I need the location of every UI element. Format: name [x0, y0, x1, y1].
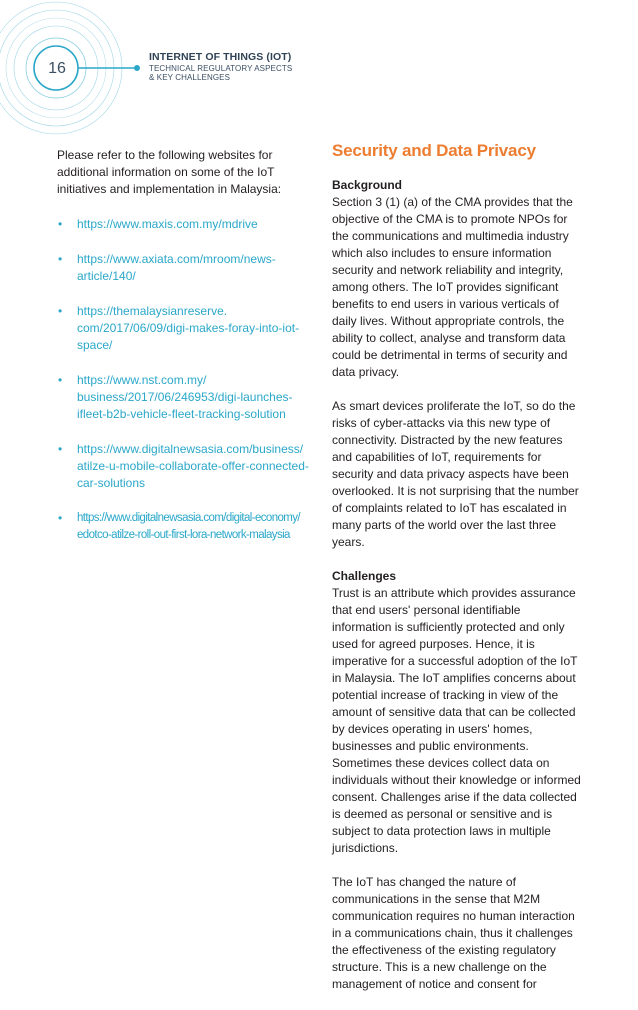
bullet-icon: • — [58, 252, 63, 266]
link-digitalnewsasia-economy-line2[interactable]: edotco-atilze-roll-out-first-lora-network-malaysia — [77, 529, 290, 541]
link-digitalnewsasia-business-line1[interactable]: https://www.digitalnewsasia.com/business/ — [77, 442, 304, 456]
link-digitalnewsasia-business-line3[interactable]: car-solutions — [77, 476, 146, 490]
background-heading: Background — [332, 178, 403, 192]
challenges-paragraph-2: The IoT has changed the nature of communications in the sense that M2M communication requires no human interaction in a communications chain, thus it challenges the effectiveness of the existing regulatory structure. This is a new challenge on the management of notice and consent for — [332, 875, 575, 991]
link-malaysian-reserve-line3[interactable]: space/ — [77, 338, 113, 352]
header-title: INTERNET OF THINGS (IOT) — [149, 51, 292, 63]
header-subtitle-line1: TECHNICAL REGULATORY ASPECTS — [149, 63, 293, 73]
challenges-paragraph-1: Trust is an attribute which provides assurance that end users' personal identifiable information is sufficiently protected and only used for agreed purposes. Hence, it is imperative for a successful adoption of the IoT in Malaysia. The IoT amplifies concerns about potential increase of tracking in view of the amount of sensitive data that can be collected by devices operating in users' homes, businesses and public environments. Sometimes these devices collect data on individuals without their knowledge or informed consent. Challenges arise if the data collected is deemed as personal or sensitive and is subject to data protection laws in multiple jurisdictions. — [332, 586, 581, 855]
link-digitalnewsasia-business-line2[interactable]: atilze-u-mobile-collaborate-offer-connected- — [77, 459, 309, 473]
link-digitalnewsasia-economy-line1[interactable]: https://www.digitalnewsasia.com/digital-economy/ — [77, 512, 301, 524]
link-nst-line1[interactable]: https://www.nst.com.my/ — [77, 373, 207, 387]
background-paragraph-1: Section 3 (1) (a) of the CMA provides that the objective of the CMA is to promote NPOs for the communications and multimedia industry which also includes to ensure information security and network reliability and integrity, among others. The IoT provides significant benefits to end users in various verticals of daily lives. Without appropriate controls, the ability to collect, analyse and transform data could be detrimental in terms of security and data privacy. — [332, 195, 573, 379]
section-title: Security and Data Privacy — [332, 141, 536, 160]
header-circles-graphic — [0, 0, 150, 140]
link-nst-line3[interactable]: ifleet-b2b-vehicle-fleet-tracking-solution — [77, 407, 286, 421]
list-item — [57, 251, 313, 285]
link-nst-line2[interactable]: business/2017/06/246953/digi-launches- — [77, 390, 293, 404]
list-item — [57, 510, 313, 544]
link-malaysian-reserve-line2[interactable]: com/2017/06/09/digi-makes-foray-into-iot- — [77, 321, 300, 335]
link-axiata-news-line1[interactable]: https://www.axiata.com/mroom/news- — [77, 252, 276, 266]
challenges-heading: Challenges — [332, 569, 397, 583]
bullet-icon: • — [58, 511, 63, 525]
list-item — [57, 303, 313, 354]
intro-paragraph: Please refer to the following websites for additional information on some of the IoT initiatives and implementation in Malaysia: — [57, 148, 282, 196]
bullet-icon: • — [58, 373, 63, 387]
header-subtitle-line2: & KEY CHALLENGES — [149, 72, 231, 82]
right-column — [332, 140, 582, 1010]
left-column — [57, 147, 313, 562]
list-item — [57, 372, 313, 423]
page-number: 16 — [48, 60, 66, 77]
link-axiata-news-line2[interactable]: article/140/ — [77, 269, 136, 283]
list-item — [57, 441, 313, 492]
background-paragraph-2: As smart devices proliferate the IoT, so do the risks of cyber-attacks via this new type of connectivity. Distracted by the new features and capabilities of IoT, requirements for security and data privacy aspects have been overlooked. It is not surprising that the number of complaints related to IoT has escalated in many parts of the world over the last three years. — [332, 399, 579, 549]
running-header — [149, 52, 292, 82]
bullet-icon: • — [58, 442, 63, 456]
bullet-icon: • — [58, 304, 63, 318]
link-malaysian-reserve-line1[interactable]: https://themalaysianreserve. — [77, 304, 228, 318]
list-item — [57, 216, 313, 233]
website-link-list — [57, 216, 313, 544]
bullet-icon: • — [58, 217, 63, 231]
link-maxis-mdrive[interactable]: https://www.maxis.com.my/mdrive — [77, 217, 258, 231]
